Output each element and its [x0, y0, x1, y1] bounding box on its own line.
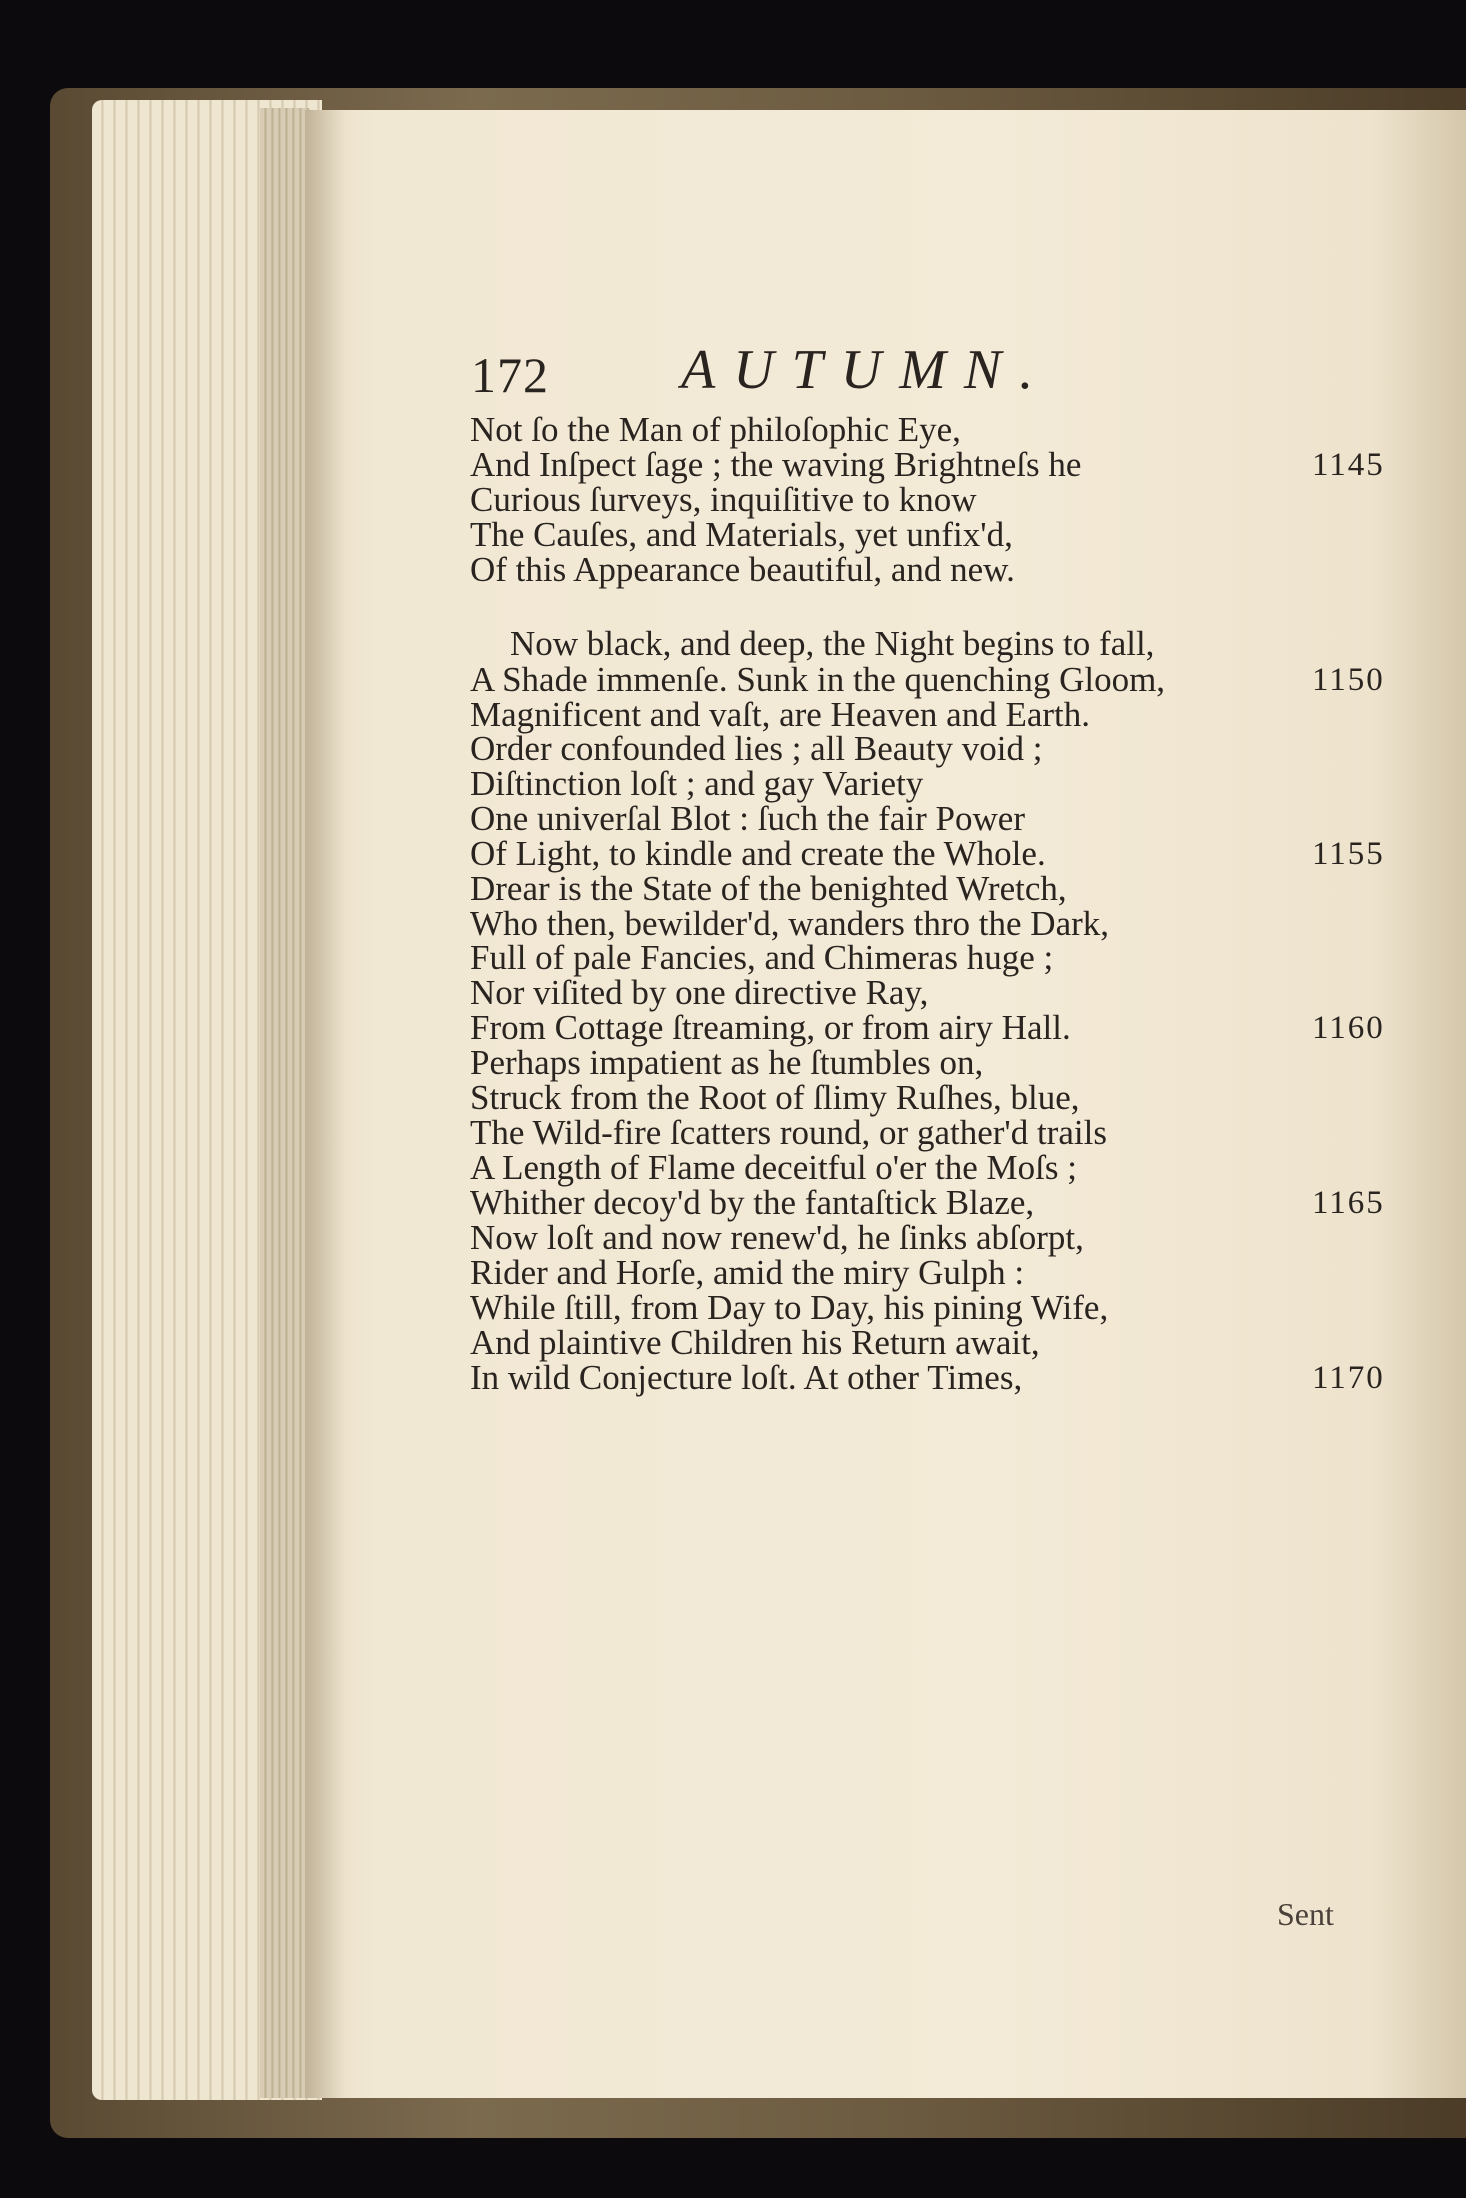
- line-number: 1145: [1312, 447, 1385, 483]
- verse-line: Perhaps impatient as he ſtumbles on,: [470, 1043, 984, 1082]
- page-header: [471, 338, 1052, 408]
- verse-line: A Shade immenſe. Sunk in the quenching Gloom,: [470, 660, 1166, 699]
- verse-line: Now loſt and now renew'd, he ſinks abſorpt,: [470, 1218, 1084, 1257]
- verse-line: Of Light, to kindle and create the Whole.: [470, 834, 1046, 873]
- verse-line: Struck from the Root of ſlimy Ruſhes, blue,: [470, 1078, 1080, 1117]
- verse-line: And Inſpect ſage ; the waving Brightneſs he: [470, 445, 1082, 484]
- verse-line: One univerſal Blot : ſuch the fair Power: [470, 799, 1025, 838]
- line-number: 1165: [1312, 1185, 1385, 1221]
- verse-line: The Wild-fire ſcatters round, or gather'd trails: [470, 1113, 1107, 1152]
- verse-line: Not ſo the Man of philoſophic Eye,: [470, 410, 961, 449]
- page-edges-inner: [260, 108, 310, 2098]
- verse-line: Of this Appearance beautiful, and new.: [470, 550, 1015, 589]
- verse-line: Order confounded lies ; all Beauty void ;: [470, 729, 1043, 768]
- verse-line: While ſtill, from Day to Day, his pining Wife,: [470, 1288, 1109, 1327]
- verse-line: Drear is the State of the benighted Wretch,: [470, 869, 1067, 908]
- line-number: 1160: [1312, 1010, 1385, 1046]
- verse-line: Diſtinction loſt ; and gay Variety: [470, 764, 924, 803]
- line-number: 1170: [1312, 1360, 1385, 1396]
- book-page: [305, 110, 1466, 2098]
- verse-line: From Cottage ſtreaming, or from airy Hall.: [470, 1008, 1071, 1047]
- verse-line: And plaintive Children his Return await,: [470, 1323, 1040, 1362]
- verse-line: Curious ſurveys, inquiſitive to know: [470, 480, 977, 519]
- verse-line: Whither decoy'd by the fantaſtick Blaze,: [470, 1183, 1035, 1222]
- verse-line: Who then, bewilder'd, wanders thro the Dark,: [470, 904, 1110, 943]
- running-title: AUTUMN.: [681, 339, 1052, 401]
- verse-line: Now black, and deep, the Night begins to fall,: [510, 624, 1155, 663]
- catchword: Sent: [1277, 1896, 1334, 1932]
- verse-line: Nor viſited by one directive Ray,: [470, 973, 929, 1012]
- verse-line: In wild Conjecture loſt. At other Times,: [470, 1358, 1023, 1397]
- verse-line: Rider and Horſe, amid the miry Gulph :: [470, 1253, 1025, 1292]
- verse-line: Full of pale Fancies, and Chimeras huge ;: [470, 938, 1054, 977]
- verse-line: Magnificent and vaſt, are Heaven and Earth.: [470, 695, 1091, 734]
- gutter-shadow: [305, 110, 345, 2098]
- line-number: 1150: [1312, 662, 1385, 698]
- verse-block: [470, 410, 1385, 1932]
- verse-line: The Cauſes, and Materials, yet unfix'd,: [470, 515, 1013, 554]
- line-number: 1155: [1312, 836, 1385, 872]
- verse-line: A Length of Flame deceitful o'er the Moſs ;: [470, 1148, 1077, 1187]
- page-number: 172: [471, 347, 549, 403]
